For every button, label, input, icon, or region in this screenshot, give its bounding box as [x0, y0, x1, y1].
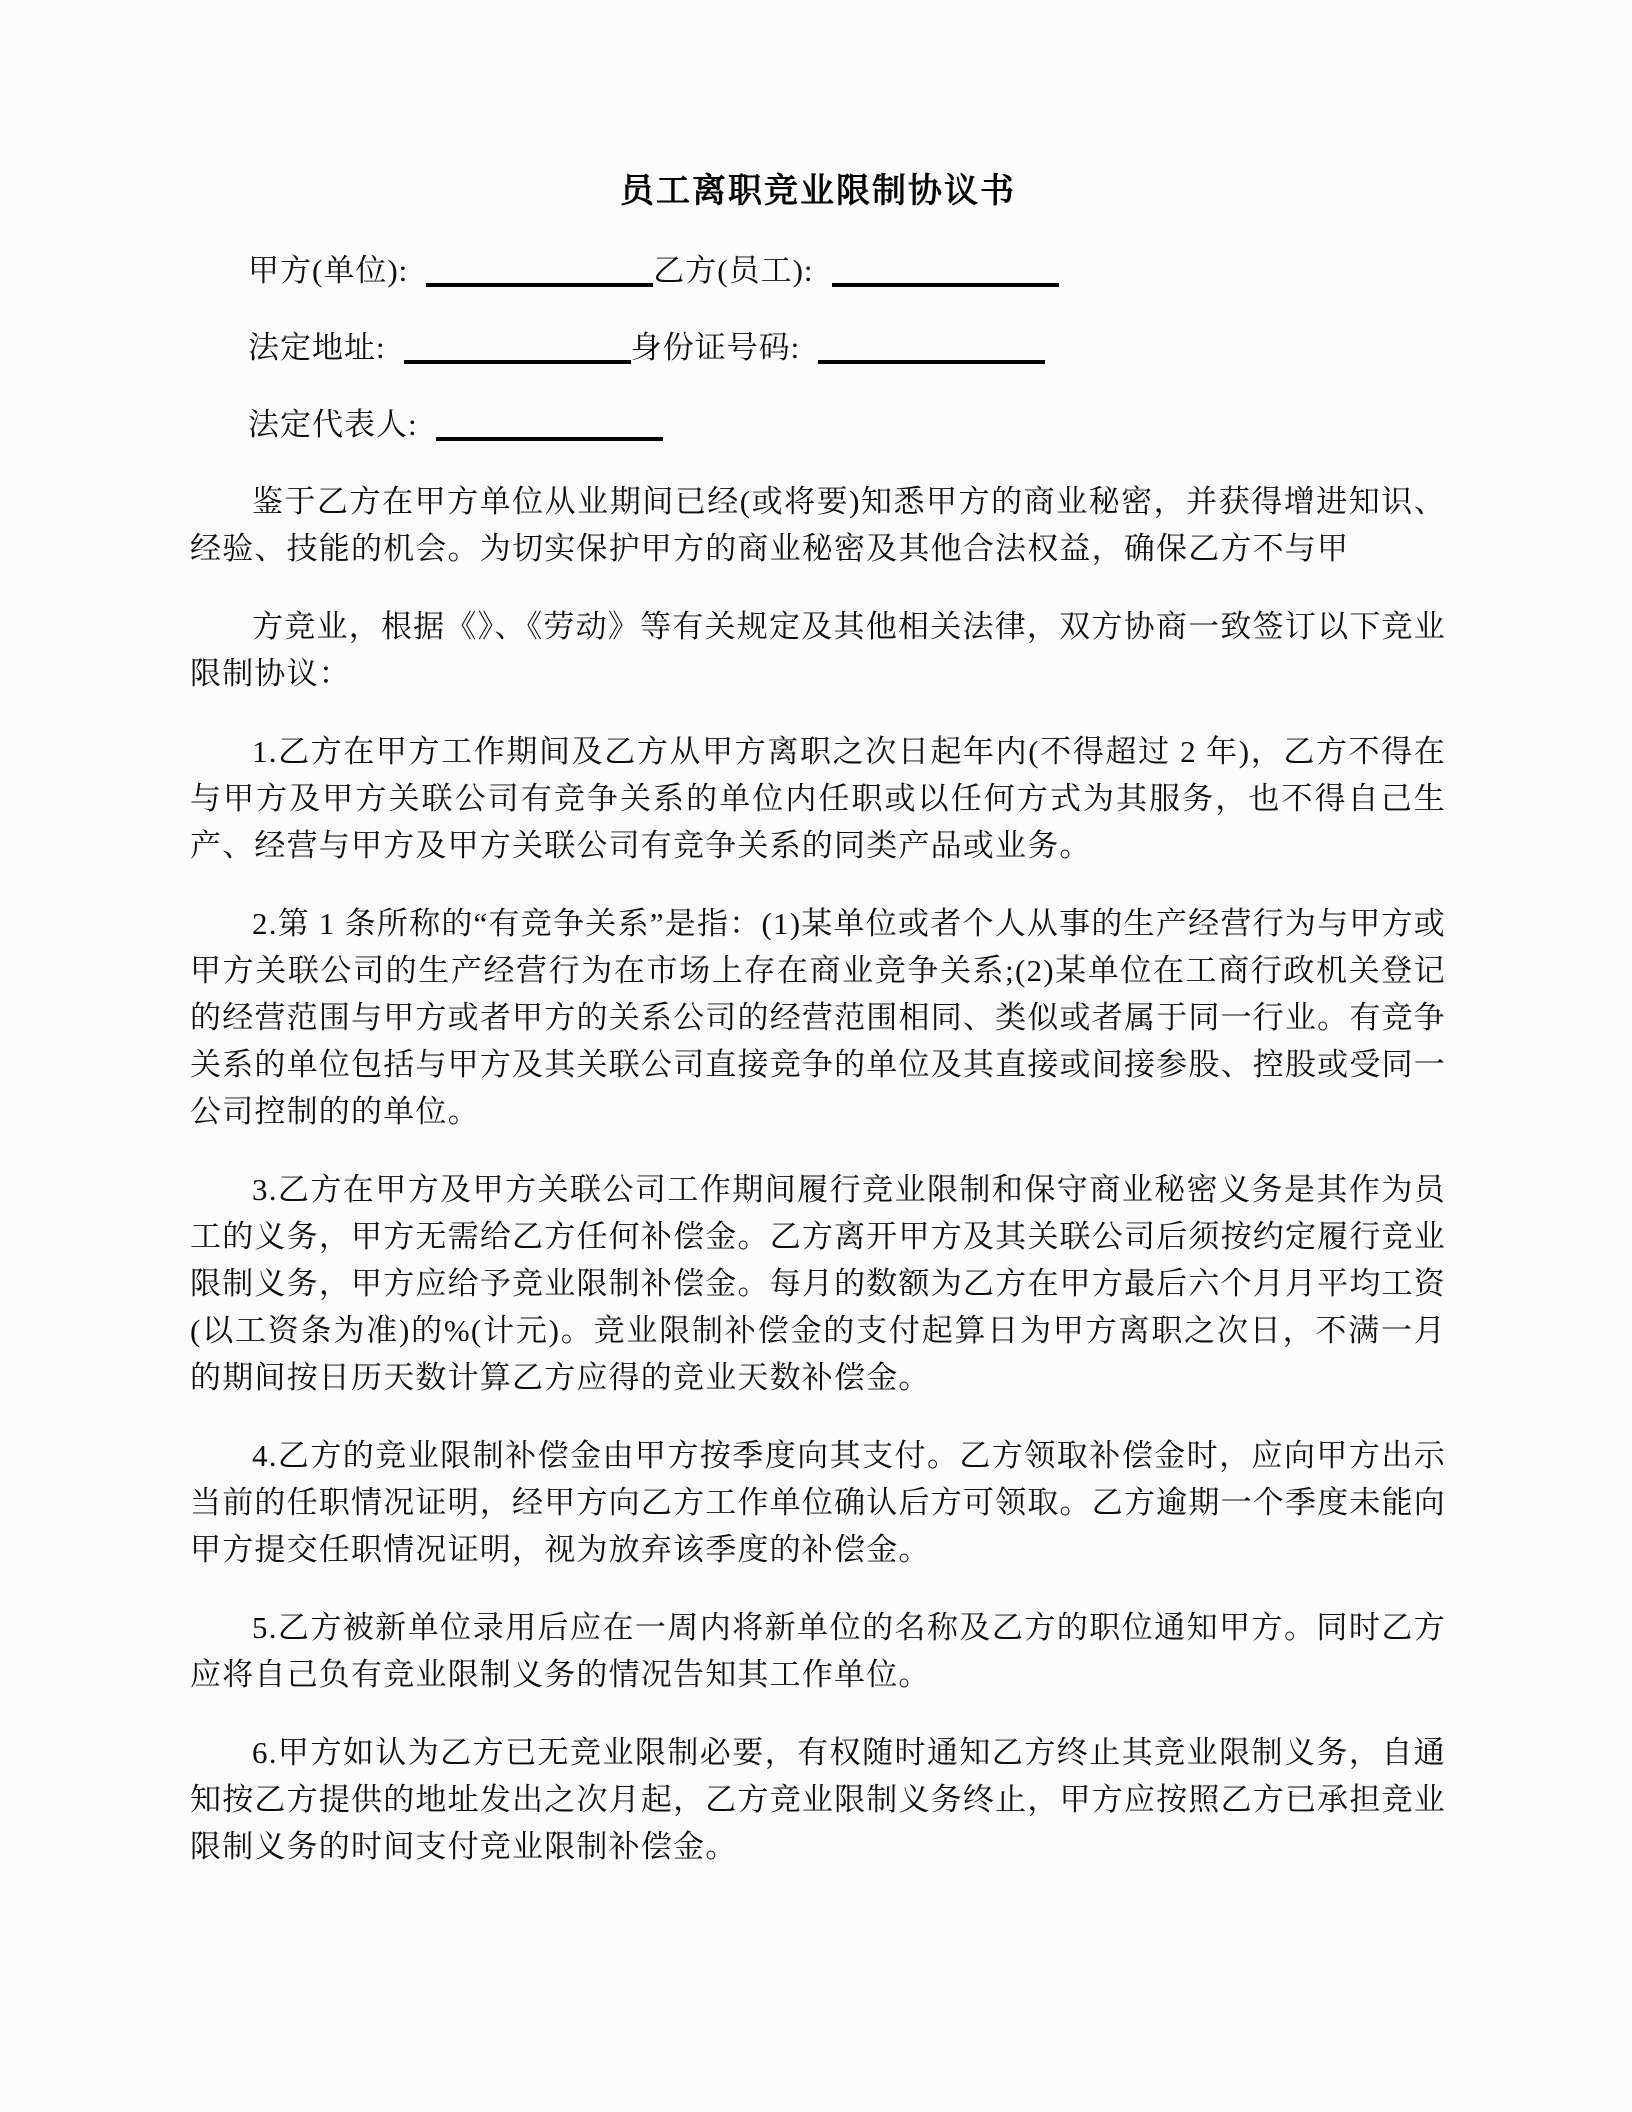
clause-3-paragraph: 3.乙方在甲方及甲方关联公司工作期间履行竞业限制和保守商业秘密义务是其作为员工的义务，甲方无需给乙方任何补偿金。乙方离开甲方及其关联公司后须按约定履行竞业限制义务，甲方应给予竞业限制补偿金。每月的数额为乙方在甲方最后六个月月平均工资(以工资条为准)的%(计元)。竞业限制补偿金的支付起算日为甲方离职之次日，不满一月的期间按日历天数计算乙方应得的竞业天数补偿金。 [190, 1172, 1446, 1395]
clause-6-paragraph: 6.甲方如认为乙方已无竞业限制必要，有权随时通知乙方终止其竞业限制义务，自通知按乙方提供的地址发出之次月起，乙方竞业限制义务终止，甲方应按照乙方已承担竞业限制义务的时间支付竞业限制补偿金。 [190, 1735, 1446, 1864]
preamble-paragraph-2: 方竞业，根据《》、《劳动》等有关规定及其他相关法律，双方协商一致签订以下竞业限制协议： [190, 609, 1446, 691]
id-number-blank-line [818, 332, 1045, 364]
address-id-row [190, 324, 1446, 371]
party-row [190, 247, 1446, 294]
document-title: 员工离职竞业限制协议书 [620, 172, 1016, 210]
clause-4-paragraph: 4.乙方的竞业限制补偿金由甲方按季度向其支付。乙方领取补偿金时，应向甲方出示当前的任职情况证明，经甲方向乙方工作单位确认后方可领取。乙方逾期一个季度未能向甲方提交任职情况证明，视为放弃该季度的补偿金。 [190, 1438, 1446, 1567]
clause-2-paragraph: 2.第 1 条所称的“有竞争关系”是指：(1)某单位或者个人从事的生产经营行为与甲方或甲方关联公司的生产经营行为在市场上存在商业竞争关系;(2)某单位在工商行政机关登记的经营范围与甲方或者甲方的关系公司的经营范围相同、类似或者属于同一行业。有竞争关系的单位包括与甲方及其关联公司直接竞争的单位及其直接或间接参股、控股或受同一公司控制的的单位。 [190, 906, 1446, 1129]
party-b-blank-line [832, 255, 1059, 287]
party-a-label: 甲方(单位): [248, 253, 409, 288]
legal-representative-blank-line [436, 409, 663, 441]
clause-5-paragraph: 5.乙方被新单位录用后应在一周内将新单位的名称及乙方的职位通知甲方。同时乙方应将自己负有竞业限制义务的情况告知其工作单位。 [190, 1610, 1446, 1692]
party-a-blank-line [426, 255, 653, 287]
legal-representative-label: 法定代表人: [248, 407, 418, 442]
party-b-label: 乙方(员工): [653, 253, 814, 288]
legal-address-label: 法定地址: [248, 330, 386, 365]
legal-address-blank-line [404, 332, 631, 364]
legal-representative-row [190, 401, 1446, 448]
id-number-label: 身份证号码: [630, 330, 801, 365]
clause-1-paragraph: 1.乙方在甲方工作期间及乙方从甲方离职之次日起年内(不得超过 2 年)，乙方不得在与甲方及甲方关联公司有竞争关系的单位内任职或以任何方式为其服务，也不得自己生产、经营与甲方及甲方关联公司有竞争关系的同类产品或业务。 [190, 734, 1446, 863]
preamble-paragraph-1: 鉴于乙方在甲方单位从业期间已经(或将要)知悉甲方的商业秘密，并获得增进知识、经验、技能的机会。为切实保护甲方的商业秘密及其他合法权益，确保乙方不与甲 [190, 484, 1446, 566]
